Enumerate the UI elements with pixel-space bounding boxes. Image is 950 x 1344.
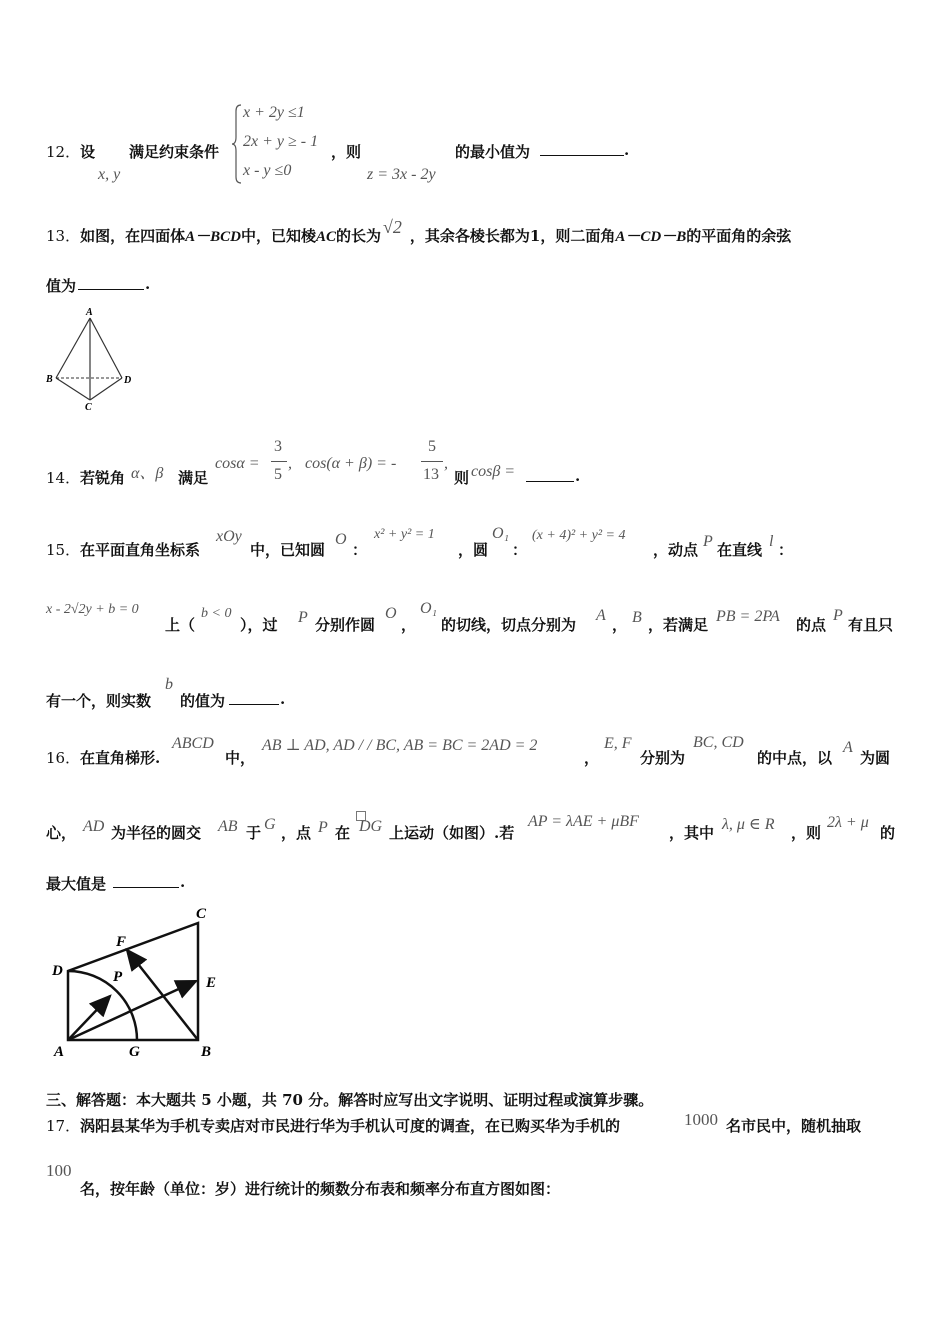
math: xOy xyxy=(216,528,242,545)
answer-blank xyxy=(540,140,624,156)
text: 名，按年龄（单位：岁）进行统计的频数分布表和频率分布直方图如图： xyxy=(80,1180,561,1198)
label-F: F xyxy=(116,934,127,950)
math: b < 0 xyxy=(201,606,232,621)
question-number: 12． xyxy=(46,143,81,161)
math: AB xyxy=(218,818,238,835)
text: 设 xyxy=(80,143,96,161)
text: . xyxy=(575,467,581,485)
constraint-2: 2x + y ≥ - 1 xyxy=(243,133,319,150)
constraint-1: x + 2y ≤1 xyxy=(243,104,305,121)
text: 有一个，则实数 xyxy=(46,692,152,710)
text: 的最小值为 xyxy=(455,143,531,161)
math: P xyxy=(833,607,843,624)
label-B: B xyxy=(46,374,53,385)
text: 中，已知圆 xyxy=(250,541,326,559)
math: E, F xyxy=(604,735,632,752)
text: 为圆 xyxy=(860,749,891,767)
math-cosab: cos(α + β) = - xyxy=(305,455,397,472)
label-C: C xyxy=(85,402,92,411)
text: ： xyxy=(352,541,368,559)
math: P xyxy=(703,533,713,550)
math-circle2: (x + 4)² + y² = 4 xyxy=(532,528,626,543)
math: P xyxy=(298,609,308,626)
constraint-3: x - y ≤0 xyxy=(243,162,292,179)
math: O₁ xyxy=(420,600,438,617)
math: 2λ + μ xyxy=(827,814,869,831)
question-number: 17． xyxy=(46,1117,81,1135)
text: 若锐角 xyxy=(80,469,126,487)
text: 的点 xyxy=(796,616,827,634)
text: 分别作圆 xyxy=(315,616,376,634)
label-B: B xyxy=(201,1044,212,1060)
math: G xyxy=(264,816,276,833)
math: DG xyxy=(359,818,383,835)
fraction-bar xyxy=(421,461,443,462)
math-cosa: cosα = xyxy=(215,455,260,472)
answer-blank xyxy=(229,689,279,705)
math-sqrt2: √2 xyxy=(383,217,402,237)
text: ，若满足 xyxy=(648,616,709,634)
math: BC, CD xyxy=(693,734,744,751)
math-angles: α、β xyxy=(131,465,164,482)
fraction-denominator: 5 xyxy=(274,466,282,483)
text: 如图，在四面体 xyxy=(80,227,186,245)
question-number: 13． xyxy=(46,227,81,245)
math: λ, μ ∈ R xyxy=(722,816,775,833)
label-D: D xyxy=(124,375,132,386)
text: ，则二面角 xyxy=(540,227,616,245)
tetrahedron-figure xyxy=(46,305,140,411)
text: ），过 xyxy=(240,616,278,634)
label-P: P xyxy=(113,969,123,985)
math: B xyxy=(632,609,642,626)
question-number: 16． xyxy=(46,749,81,767)
text: ，则 xyxy=(331,143,362,161)
math: AD xyxy=(83,818,105,835)
math: l xyxy=(769,533,774,550)
math-condition: PB = 2PA xyxy=(716,608,780,625)
text: 中，已知棱 xyxy=(240,227,316,245)
math: AC xyxy=(315,229,336,245)
text: 在直角梯形. xyxy=(80,749,161,767)
text: 的中点，以 xyxy=(757,749,833,767)
math: ABCD xyxy=(172,735,214,752)
text: 在 xyxy=(335,824,351,842)
math: O₁ xyxy=(492,525,510,542)
trapezoid-figure xyxy=(46,898,236,1063)
answer-blank xyxy=(113,872,179,888)
text: 中， xyxy=(225,749,256,767)
math-z: z = 3x - 2y xyxy=(367,166,436,183)
text: 涡阳县某华为手机专卖店对市民进行华为手机认可度的调查，在已购买华为手机的 xyxy=(80,1117,621,1135)
text: . xyxy=(180,873,186,891)
label-A: A xyxy=(86,307,93,318)
text: ： xyxy=(512,541,528,559)
text: ： xyxy=(778,541,794,559)
answer-blank xyxy=(78,274,144,290)
math: A－CD－B xyxy=(615,229,687,245)
text: 在直线 xyxy=(717,541,763,559)
text: . xyxy=(145,275,151,293)
math-conditions: AB ⊥ AD, AD / / BC, AB = BC = 2AD = 2 xyxy=(262,737,538,754)
text: ， xyxy=(401,616,417,634)
question-number: 15． xyxy=(46,541,81,559)
text: 1 xyxy=(529,227,541,245)
fraction-numerator: 3 xyxy=(274,438,282,455)
text: 值为 xyxy=(46,277,77,295)
math-number: 1000 xyxy=(684,1110,718,1129)
math-line: x - 2√2y + b = 0 xyxy=(46,602,139,617)
math: b xyxy=(165,676,173,693)
label-D: D xyxy=(52,963,63,979)
label-G: G xyxy=(129,1044,140,1060)
text: 的值为 xyxy=(180,692,226,710)
label-E: E xyxy=(206,975,217,991)
math-circle1: x² + y² = 1 xyxy=(374,527,435,542)
text: 心， xyxy=(46,824,77,842)
text: ， xyxy=(584,749,600,767)
math-xy: x, y xyxy=(98,166,121,183)
text: ，其余各棱长都为 xyxy=(409,227,530,245)
fraction-bar xyxy=(271,461,287,462)
question-number: 14． xyxy=(46,469,81,487)
text: 的 xyxy=(880,824,896,842)
text: 的平面角的余弦 xyxy=(686,227,792,245)
math: O xyxy=(335,531,347,548)
text: ，其中 xyxy=(669,824,715,842)
math-number: 100 xyxy=(46,1161,72,1180)
math: P xyxy=(318,819,328,836)
text: ，点 xyxy=(281,824,312,842)
comma: , xyxy=(288,455,292,472)
text: ，则 xyxy=(791,824,822,842)
math: A－BCD xyxy=(185,229,241,245)
text: 的长为 xyxy=(336,227,382,245)
text: 于 xyxy=(246,824,262,842)
math-vector-equation: AP = λAE + μBF xyxy=(528,813,639,830)
text: . xyxy=(280,690,286,708)
text: 最大值是 xyxy=(46,875,107,893)
text: 的切线，切点分别为 xyxy=(441,616,577,634)
text: ，动点 xyxy=(653,541,699,559)
text: 上运动（如图）.若 xyxy=(389,824,515,842)
fraction-numerator: 5 xyxy=(428,438,436,455)
math-cosb: cosβ = xyxy=(471,463,516,480)
label-C: C xyxy=(196,906,207,922)
brace-icon xyxy=(231,103,243,185)
fraction-denominator: 13 xyxy=(423,466,439,483)
text: 满足 xyxy=(178,469,209,487)
comma: , xyxy=(444,455,448,472)
answer-blank xyxy=(526,466,574,482)
math: A xyxy=(596,607,606,624)
text: ， xyxy=(612,616,628,634)
math: A xyxy=(843,739,853,756)
text: 满足约束条件 xyxy=(129,143,220,161)
text: 在平面直角坐标系 xyxy=(80,541,201,559)
text: 分别为 xyxy=(640,749,686,767)
text: 上（ xyxy=(165,616,196,634)
math: O xyxy=(385,605,397,622)
section-title: 三、解答题：本大题共 5 小题，共 70 分。解答时应写出文字说明、证明过程或演算步骤。 xyxy=(46,1091,654,1109)
label-A: A xyxy=(54,1044,65,1060)
text: 有且只 xyxy=(848,616,894,634)
text: 为半径的圆交 xyxy=(111,824,202,842)
text: . xyxy=(624,141,630,159)
text: 名市民中，随机抽取 xyxy=(726,1117,862,1135)
text: 则 xyxy=(454,469,470,487)
text: ，圆 xyxy=(458,541,489,559)
